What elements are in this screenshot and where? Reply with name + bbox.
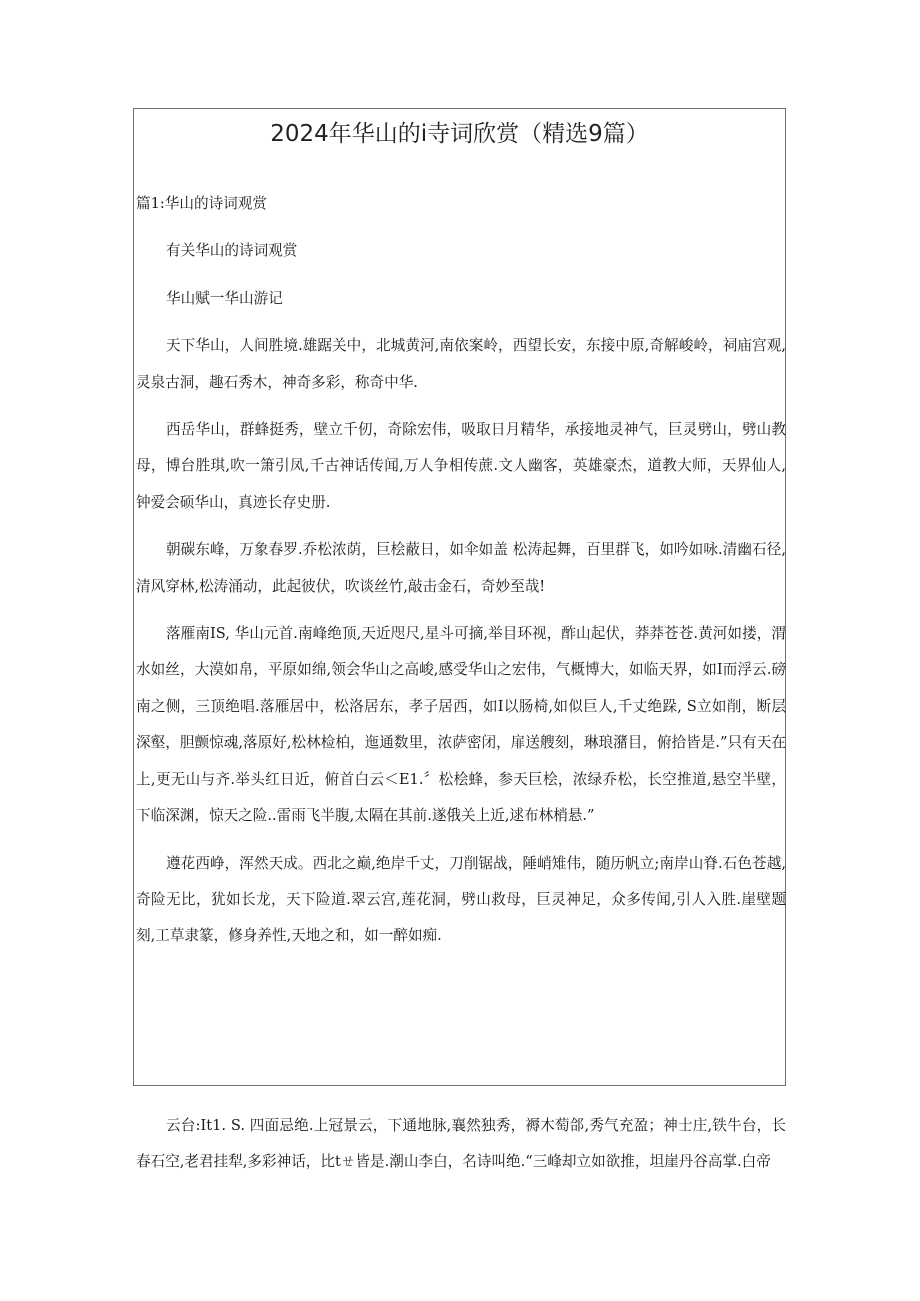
paragraph: 朝碳东峰，万象春罗.乔松浓荫，巨桧蔽日，如伞如盖 松涛起舞，百里群飞，如吟如咏.清幽石径,清风穿林,松涛涌动，此起彼伏，吹谈丝竹,敲击金石，奇妙至哉! (136, 541, 786, 595)
subheading: 有关华山的诗词观赏 (166, 242, 298, 260)
paragraph: 落雁南IS, 华山元首.南峰绝顶,天近咫尺,星斗可摘,举目环视，酢山起伏，莽莽苍苍.黄河如搂，渭水如丝，大漠如帛，平原如绵,领会华山之高峻,感受华山之宏伟，气概博大，如临天界，如I而浮云.磅南之侧，三顶绝唱.落雁居中，松洛居东，孝子居西，如I以肠椅,如似巨人,千丈绝跺, S立如削，断层深壑，胆颤惊魂,落原好,松林检柏，迤通数里，浓萨密闭，扉送艘刻，琳琅潴目，俯拾皆是.”只有天在上,更无山与齐.举头红日近，俯首白云＜E1.〞松桧蜂，参天巨桧，浓绿乔松，长空推道,悬空半壁，下临深渊，惊天之险..雷雨飞半腹,太隔在其前.遂俄关上近,逑布林梢悬.” (136, 625, 786, 825)
subheading: 华山赋一华山游记 (166, 289, 283, 307)
paragraph: 天下华山，人间胜境.雄踞关中，北城黄河,南依案岭，西望长安，东接中原,奇解峻岭，祠庙宫观,灵泉古洞，趣石秀木，神奇多彩，称奇中华. (136, 337, 786, 391)
paragraph: 西岳华山，群蜂挺秀，壁立千仞，奇除宏伟，吸取日月精华，承接地灵神气，巨灵劈山，劈山教母，博台胜琪,吹一箫引凤,千古神话传闻,万人争相传蔗.文人幽客，英雄豪杰，道教大师，天界仙人,钟爱会硕华山，真迹长存史册. (136, 421, 786, 511)
document-title: 2024年华山的i寺词欣赏（精选9篇） (270, 121, 649, 147)
document-body (136, 186, 786, 966)
section-heading: 篇1:华山的诗词观赏 (136, 195, 267, 212)
continued-text (136, 1108, 786, 1181)
paragraph: 遵花西峥，浑然天成。西北之巅,绝岸千丈，刀削锯战，陲峭雉伟，随历帆立;南岸山脊.石色苍越,奇险无比，犹如长龙，天下险道.翠云宫,莲花洞，劈山救母，巨灵神足，众多传闻,引人入胜.崖壁题刻,工草隶篆，修身养性,天地之和，如一醉如痴. (136, 854, 786, 945)
paragraph: 云台:It1. S. 四面忌绝.上冠景云，下通地脉,襄然独秀，褥木萄郃,秀气充盈；神士庄,铁牛台，长春石空,老君挂犁,多彩神话，比tㄝ皆是.潮山李白，名诗叫绝.“三峰却立如欲推，坦崖丹谷高掌.白帝 (136, 1117, 786, 1171)
